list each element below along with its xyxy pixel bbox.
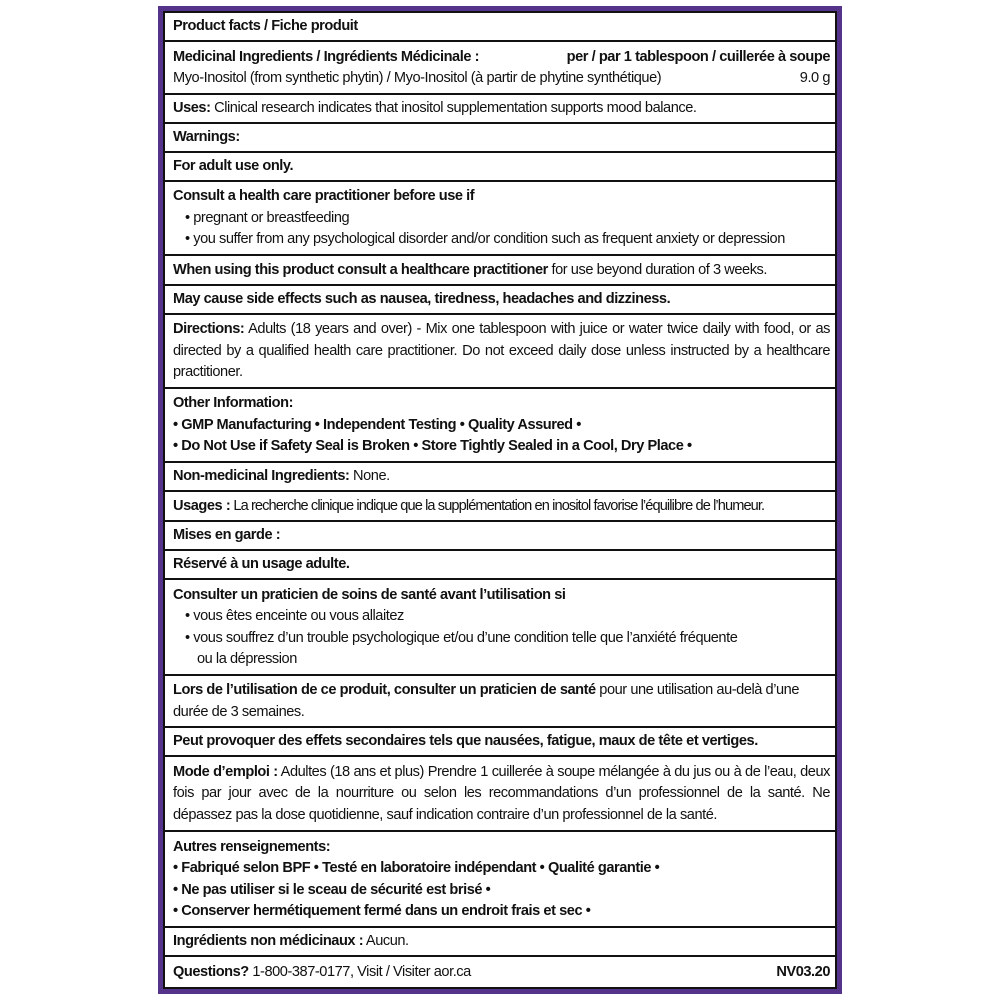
directions-text: Adults (18 years and over) - Mix one tablespoon with juice or water twice daily with food, or as directed by a qualified health care practitioner. Do not exceed daily dose unless instructed by a healthcare practitioner.	[173, 321, 830, 381]
questions-label: Questions?	[173, 963, 249, 980]
usages-text: La recherche clinique indique que la supplémentation en inositol favorise l’équilibre de l’humeur.	[230, 497, 765, 514]
lors-text: pour une utilisation au-delà d’une durée de 3 semaines.	[173, 682, 800, 720]
ingredient-name: Myo-Inositol (from synthetic phytin) / Myo-Inositol (à partir de phytine synthétique)	[173, 70, 662, 86]
consult-item: • pregnant or breastfeeding	[185, 209, 350, 226]
consulter-section	[165, 580, 835, 676]
uses-section	[165, 95, 835, 124]
non-medicinaux-label: Ingrédients non médicinaux :	[173, 933, 364, 950]
mode-emploi-text: Adultes (18 ans et plus) Prendre 1 cuillerée à soupe mélangée à du jus ou à de l’eau, deux fois par jour avec de la nourriture ou selon les recommandations d’un professionnel de la santé. Ne dépassez pas la dose quotidienne, sauf indication contraire d’un professionnel de la santé.	[173, 763, 830, 823]
non-medicinal-label: Non-medicinal Ingredients:	[173, 468, 350, 485]
mises-en-garde: Mises en garde :	[173, 527, 281, 544]
mode-emploi-label: Mode d’emploi :	[173, 763, 278, 780]
side-effects-section	[165, 286, 835, 315]
ingredient-amount: 9.0 g	[799, 70, 830, 86]
version-code: NV03.20	[776, 963, 830, 980]
consult-item: • you suffer from any psychological disorder and/or condition such as frequent anxiety or depression	[185, 231, 785, 248]
uses-text: Clinical research indicates that inositol supplementation supports mood balance.	[210, 100, 697, 117]
when-using-section	[165, 256, 835, 286]
footer-section	[165, 957, 835, 987]
reserve-adulte: Réservé à un usage adulte.	[173, 556, 350, 573]
consulter-heading: Consulter un praticien de soins de santé avant l’utilisation si	[173, 586, 566, 603]
mode-emploi-section	[165, 757, 835, 832]
non-medicinaux-section	[165, 928, 835, 957]
autres-renseignements-section	[165, 832, 835, 928]
reserve-section	[165, 551, 835, 580]
adult-use: For adult use only.	[173, 158, 294, 175]
mises-en-garde-section	[165, 522, 835, 551]
other-info-line: • GMP Manufacturing • Independent Testing • Quality Assured •	[173, 416, 581, 433]
medicinal-ingredients-section	[165, 42, 835, 95]
medicinal-heading: Medicinal Ingredients / Ingrédients Médicinale :	[173, 48, 480, 65]
uses-label: Uses:	[173, 100, 211, 117]
warnings-heading: Warnings:	[173, 129, 240, 146]
peut-section	[165, 728, 835, 757]
contact-line: 1-800-387-0177, Visit / Visiter aor.ca	[248, 963, 471, 980]
usages-label: Usages :	[173, 497, 231, 514]
product-facts-title: Product facts / Fiche produit	[173, 18, 358, 35]
autres-heading: Autres renseignements:	[173, 838, 331, 855]
directions-section	[165, 315, 835, 389]
usages-section	[165, 492, 835, 522]
dose-per: per / par 1 tablespoon / cuillerée à soupe	[566, 48, 830, 65]
other-information-section	[165, 389, 835, 463]
when-using-bold: When using this product consult a healthcare practitioner	[173, 261, 548, 278]
non-medicinal-section	[165, 463, 835, 492]
autres-line: • Ne pas utiliser si le sceau de sécurité est brisé •	[173, 881, 491, 898]
consulter-item: • vous êtes enceinte ou vous allaitez	[185, 608, 404, 624]
consulter-item: • vous souffrez d’un trouble psychologique et/ou d’une condition telle que l’anxiété fréquente	[185, 629, 738, 646]
directions-label: Directions:	[173, 321, 245, 338]
other-info-line: • Do Not Use if Safety Seal is Broken • Store Tightly Sealed in a Cool, Dry Place •	[173, 438, 692, 455]
side-effects: May cause side effects such as nausea, tiredness, headaches and dizziness.	[173, 291, 671, 308]
product-facts-panel	[163, 11, 837, 989]
warnings-heading-section	[165, 124, 835, 153]
label-frame	[158, 6, 842, 994]
autres-line: • Fabriqué selon BPF • Testé en laboratoire indépendant • Qualité garantie •	[173, 860, 660, 876]
autres-line: • Conserver hermétiquement fermé dans un endroit frais et sec •	[173, 903, 591, 919]
lors-section	[165, 676, 835, 728]
consult-section	[165, 182, 835, 256]
adult-use-section	[165, 153, 835, 182]
lors-bold: Lors de l’utilisation de ce produit, consulter un praticien de santé	[173, 682, 596, 698]
title-section	[165, 13, 835, 42]
non-medicinaux-text: Aucun.	[363, 933, 409, 950]
consult-heading: Consult a health care practitioner before use if	[173, 188, 475, 205]
peut-provoquer: Peut provoquer des effets secondaires tels que nausées, fatigue, maux de tête et vertiges.	[173, 733, 758, 750]
consulter-item-continued: ou la dépression	[197, 651, 297, 667]
non-medicinal-text: None.	[349, 468, 390, 485]
when-using-text: for use beyond duration of 3 weeks.	[547, 261, 767, 278]
other-info-heading: Other Information:	[173, 395, 293, 412]
